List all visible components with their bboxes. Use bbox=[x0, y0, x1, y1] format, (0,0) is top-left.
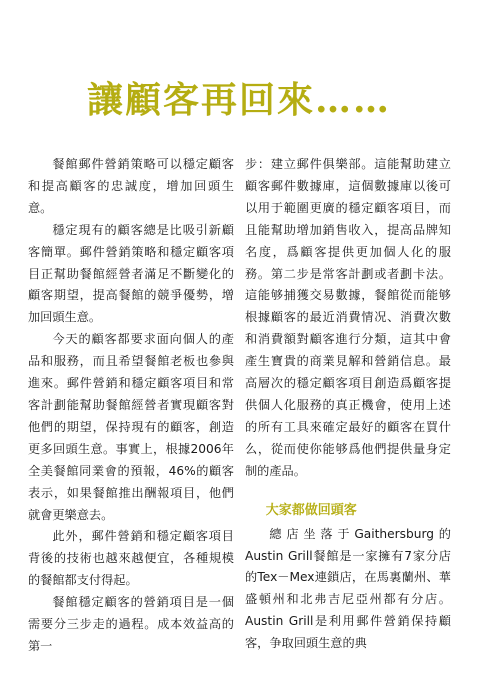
paragraph-1: 餐館郵件營銷策略可以穩定顧客和提高顧客的忠誠度，增加回頭生意。 bbox=[28, 157, 234, 215]
paragraph-2: 穩定現有的顧客總是比吸引新顧客簡單。郵件營銷策略和穩定顧客項目正幫助餐館經營者滿足不斷變化的顧客期望，提高餐館的競爭優勢，增加回頭生意。 bbox=[28, 222, 234, 325]
left-column bbox=[28, 154, 234, 658]
section-subheading: 大家都做回頭客 bbox=[265, 502, 357, 518]
paragraph-6: 總店坐落于Gaithersburg的Austin Grill餐館是一家擁有7家分店的Tex－Mex連鎖店，在馬裏蘭州、華盛頓州和北弗吉尼亞州都有分店。Austin Grill是利用郵件營銷保持顧客，争取回頭生意的典 bbox=[245, 526, 451, 651]
paragraph-3: 今天的顧客都要求面向個人的產品和服務，而且希望餐館老板也參與進來。郵件營銷和穩定顧客項目和常客計劃能幫助餐館經營者實現顧客對他們的期望，保持現有的顧客，創造更多回頭生意。事實上，根據2006年全美餐館同業會的預報，46%的顧客表示，如果餐館推出酬報項目，他們就會更樂意去。 bbox=[28, 332, 234, 522]
article-title: 讓顧客再回來…… bbox=[86, 79, 391, 121]
paragraph-5: 餐館穩定顧客的營銷項目是一個需要分三步走的過程。成本效益高的第一 bbox=[28, 595, 234, 653]
right-column bbox=[245, 154, 451, 655]
paragraph-5-continued: 步：建立郵件俱樂部。這能幫助建立顧客郵件數據庫，這個數據庫以後可以用于範圍更廣的穩定顧客項目，而且能幫助增加銷售收入，提高品牌知名度，爲顧客提供更加個人化的服務。第二步是常客計劃或者劃卡法。這能够捕獲交易數據，餐館從而能够根據顧客的最近消費情况、消費次數和消費額對顧客進行分類，這其中會產生寶貴的商業見解和營銷信息。最高層次的穩定顧客項目創造爲顧客提供個人化服務的真正機會，使用上述的所有工具來確定最好的顧客在買什么，從而使你能够爲他們提供量身定制的產品。 bbox=[245, 157, 451, 478]
paragraph-4: 此外，郵件營銷和穩定顧客項目背後的技術也越來越便宜，各種規模的餐館都支付得起。 bbox=[28, 529, 234, 588]
